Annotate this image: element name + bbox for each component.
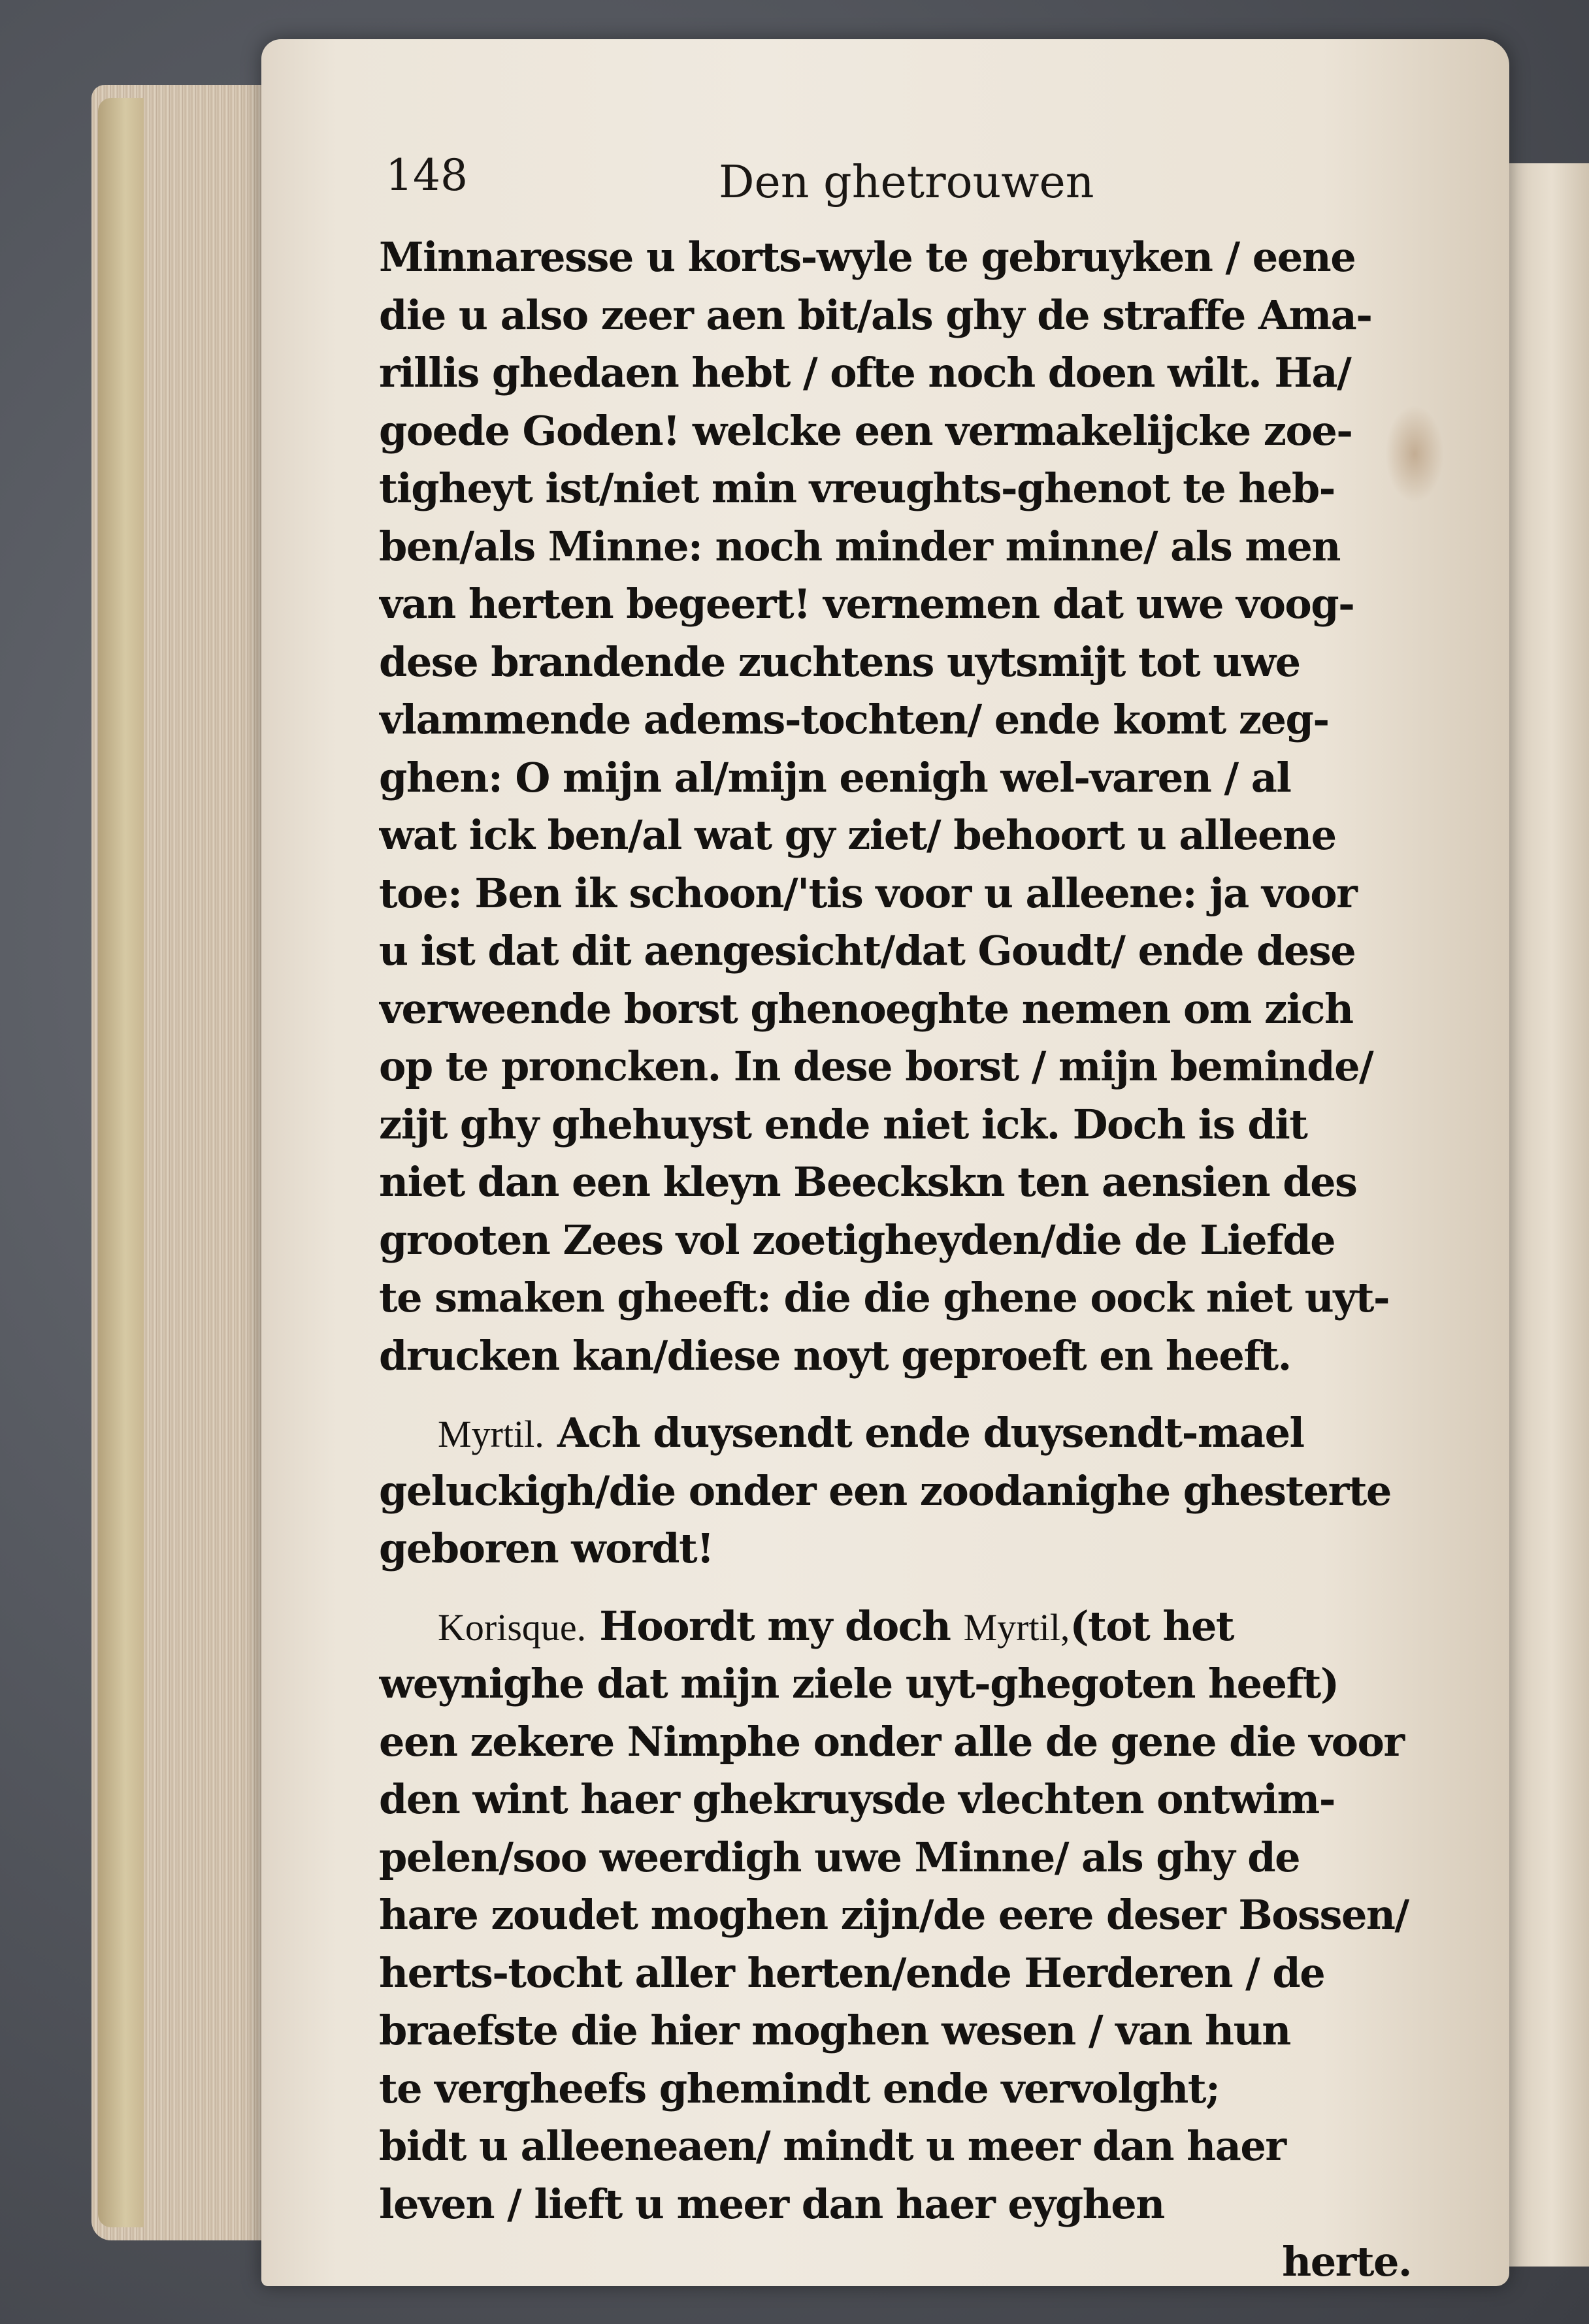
text-line: die u also zeer aen bit/als ghy de straffe Ama- bbox=[379, 291, 1372, 339]
text-line: van herten begeert! vernemen dat uwe voog- bbox=[379, 580, 1354, 628]
text-line: grooten Zees vol zoetigheyden/die de Liefde bbox=[379, 1216, 1335, 1264]
text-line: leven / lieft u meer dan haer eyghen bbox=[379, 2180, 1164, 2228]
speech-text: Hoordt my doch bbox=[599, 1602, 951, 1650]
text-line: hare zoudet moghen zijn/de eere deser Bossen/ bbox=[379, 1891, 1409, 1939]
speaker-name: Korisque. bbox=[438, 1606, 587, 1649]
text-line: rillis ghedaen hebt / ofte noch doen wilt. Ha/ bbox=[379, 349, 1351, 396]
text-line: pelen/soo weerdigh uwe Minne/ als ghy de bbox=[379, 1833, 1300, 1881]
text-line: op te proncken. In dese borst / mijn beminde/ bbox=[379, 1042, 1373, 1090]
text-line-last: herte. bbox=[1282, 2238, 1411, 2285]
text-line: te vergheefs ghemindt ende vervolght; bbox=[379, 2064, 1220, 2112]
text-line: vlammende adems-tochten/ ende komt zeg- bbox=[379, 696, 1329, 743]
speaker-name: Myrtil. bbox=[438, 1413, 544, 1455]
text-line: toe: Ben ik schoon/'tis voor u alleene: ja voor bbox=[379, 869, 1357, 917]
text-line: ben/als Minne: noch minder minne/ als men bbox=[379, 522, 1340, 570]
page-number: 148 bbox=[385, 150, 468, 201]
text-line: bidt u alleeneaen/ mindt u meer dan haer bbox=[379, 2122, 1286, 2170]
text-line: zijt ghy ghehuyst ende niet ick. Doch is dit bbox=[379, 1100, 1307, 1148]
facing-page-edge bbox=[1496, 163, 1589, 2267]
speech-text: (tot het bbox=[1070, 1602, 1234, 1650]
text-line: herts-tocht aller herten/ende Herderen / de bbox=[379, 1948, 1325, 1997]
text-line: een zekere Nimphe onder alle de gene die voor bbox=[379, 1717, 1404, 1766]
text-line: den wint haer ghekruysde vlechten ontwim- bbox=[379, 1775, 1335, 1823]
text-line: niet dan een kleyn Beeckskn ten aensien des bbox=[379, 1158, 1357, 1206]
text-line: te smaken gheeft: die die ghene oock niet uyt- bbox=[379, 1274, 1390, 1321]
addressee-name: Myrtil, bbox=[963, 1606, 1070, 1649]
text-line: drucken kan/diese noyt geproeft en heeft. bbox=[379, 1331, 1291, 1380]
book-page bbox=[261, 39, 1509, 2286]
body-text bbox=[379, 229, 1411, 2291]
text-line: tigheyt ist/niet min vreughts-ghenot te heb- bbox=[379, 464, 1335, 512]
text-line: braefste die hier moghen wesen / van hun bbox=[379, 2007, 1290, 2054]
running-head: Den ghetrouwen bbox=[719, 157, 1094, 208]
speech-first-line bbox=[379, 1598, 1411, 1656]
page-header bbox=[385, 150, 1405, 222]
text-line: goede Goden! welcke een vermakelijcke zoe- bbox=[379, 406, 1352, 455]
text-line: weynighe dat mijn ziele uyt-ghegoten heeft) bbox=[379, 1660, 1339, 1707]
text-line: u ist dat dit aengesicht/dat Goudt/ ende dese bbox=[379, 927, 1356, 975]
speech-text: Ach duysendt ende duysendt-mael bbox=[557, 1409, 1304, 1457]
book-spine bbox=[98, 98, 144, 2227]
text-line: geboren wordt! bbox=[379, 1525, 713, 1572]
text-line: ghen: O mijn al/mijn eenigh wel-varen / al bbox=[379, 753, 1291, 801]
text-line: geluckigh/die onder een zoodanighe ghesterte bbox=[379, 1466, 1391, 1515]
text-line: wat ick ben/al wat gy ziet/ behoort u alleene bbox=[379, 811, 1336, 859]
text-line: dese brandende zuchtens uytsmijt tot uwe bbox=[379, 637, 1300, 686]
text-line: Minnaresse u korts-wyle te gebruyken / eene bbox=[379, 233, 1356, 281]
speech-first-line bbox=[379, 1404, 1411, 1462]
text-line: verweende borst ghenoeghte nemen om zich bbox=[379, 984, 1353, 1033]
